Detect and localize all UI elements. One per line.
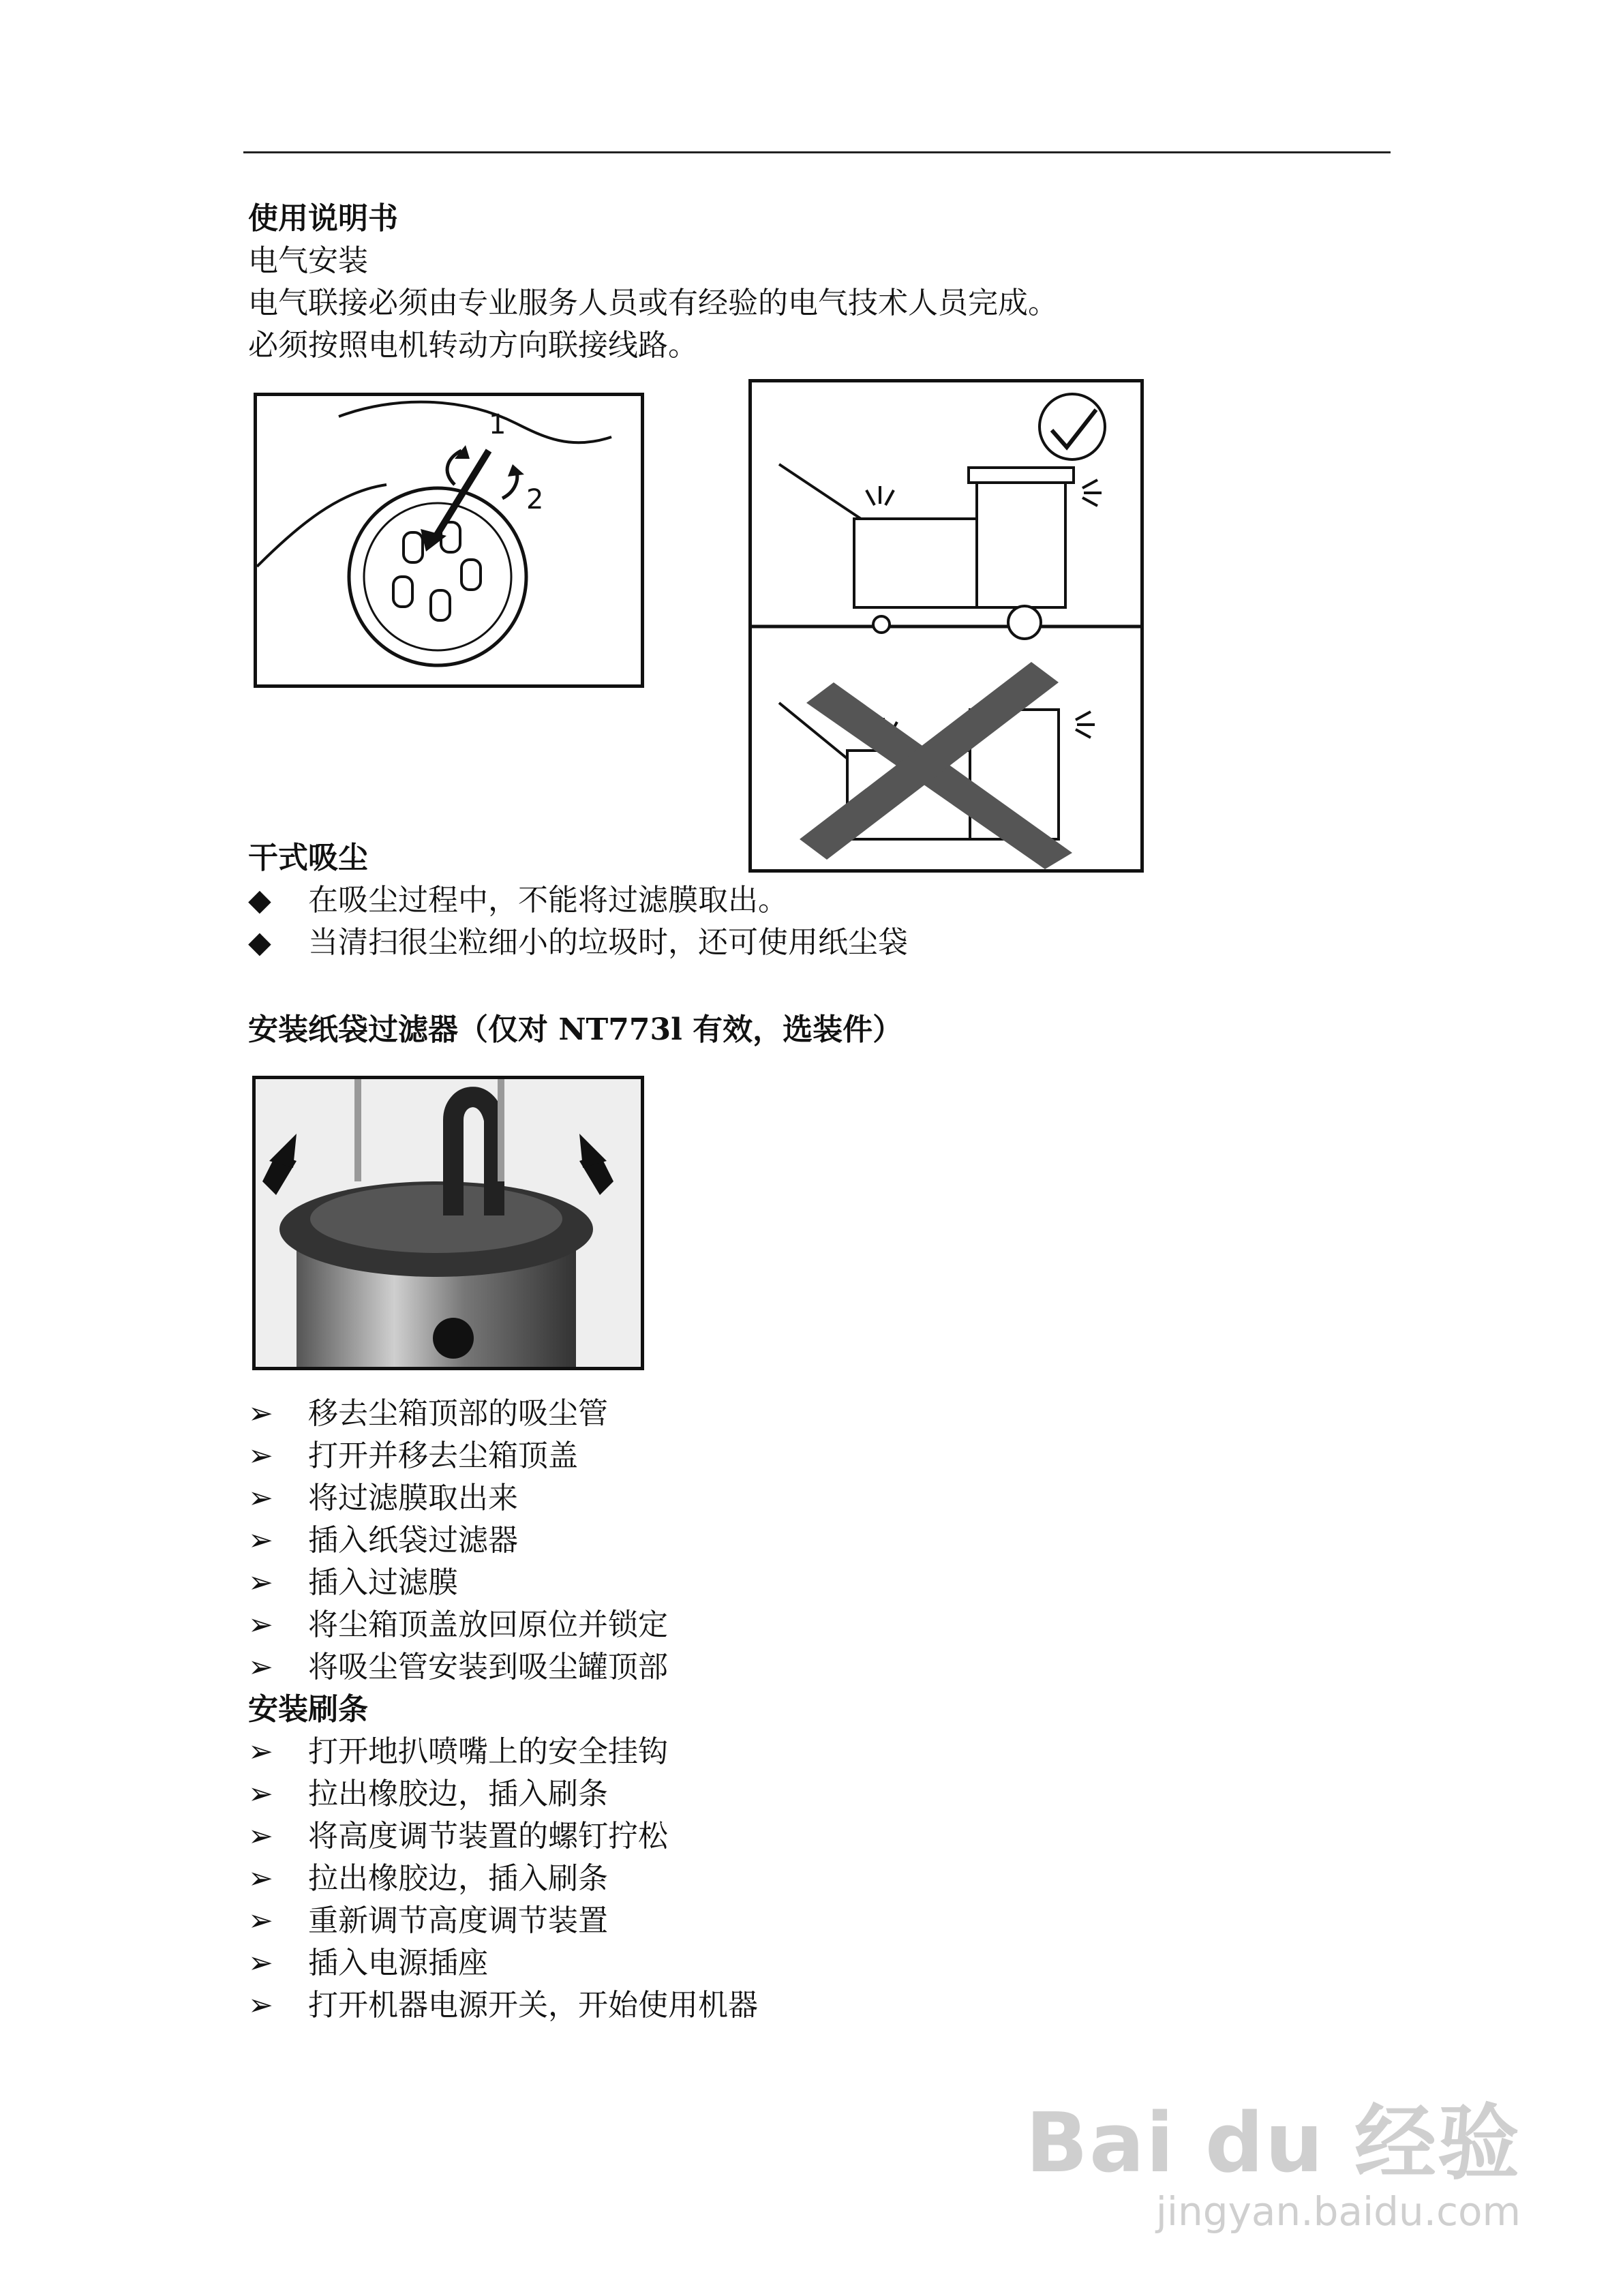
- list-item: ➢ 将高度调节装置的螺钉拧松: [248, 1815, 668, 1858]
- arrow-bullet-icon: ➢: [248, 1988, 273, 2023]
- arrow-bullet-icon: ➢: [248, 1607, 273, 1642]
- list-item: ◆ 在吸尘过程中，不能将过滤膜取出。: [248, 879, 788, 922]
- section-title: 电气安装: [248, 243, 368, 278]
- section-title: 安装纸袋过滤器（仅对 NT773l 有效，选装件）: [248, 1012, 903, 1047]
- figure-vacuum-lid: [252, 1076, 644, 1370]
- arrow-bullet-icon: ➢: [248, 1438, 273, 1473]
- list-item: ➢ 将尘箱顶盖放回原位并锁定: [248, 1604, 668, 1646]
- arrow-bullet-icon: ➢: [248, 1861, 273, 1896]
- list-item: ➢ 打开地扒喷嘴上的安全挂钩: [248, 1731, 668, 1773]
- list-item: ➢ 将过滤膜取出来: [248, 1477, 518, 1520]
- check-icon: [1040, 394, 1105, 459]
- figure-positioning: [748, 379, 1144, 873]
- list-item: ➢ 插入纸袋过滤器: [248, 1520, 518, 1562]
- section-title: 干式吸尘: [248, 841, 368, 875]
- arrow-bullet-icon: ➢: [248, 1777, 273, 1811]
- list-item: ➢ 移去尘箱顶部的吸尘管: [248, 1393, 608, 1435]
- figure-plug-wiring: [254, 393, 644, 688]
- list-item: ➢ 打开并移去尘箱顶盖: [248, 1435, 578, 1477]
- header-rule: [243, 151, 1391, 153]
- baidu-logo: Bai du 经验: [1025, 2096, 1521, 2191]
- arrow-bullet-icon: ➢: [248, 1903, 273, 1938]
- doc-title: 使用说明书: [248, 201, 398, 236]
- baidu-watermark: [1026, 2078, 1521, 2235]
- arrow-bullet-icon: ➢: [248, 1481, 273, 1515]
- paragraph-line: 电气联接必须由专业服务人员或有经验的电气技术人员完成。: [248, 286, 1058, 320]
- watermark-url: jingyan.baidu.com: [1155, 2188, 1521, 2235]
- section-title: 安装刷条: [248, 1692, 368, 1727]
- arrow-bullet-icon: ➢: [248, 1650, 273, 1685]
- list-item: ➢ 插入电源插座: [248, 1942, 488, 1984]
- diamond-bullet-icon: ◆: [248, 883, 271, 918]
- list-item: ➢ 插入过滤膜: [248, 1562, 458, 1604]
- list-item: ➢ 打开机器电源开关，开始使用机器: [248, 1984, 758, 2027]
- diamond-bullet-icon: ◆: [248, 925, 271, 960]
- list-item: ➢ 拉出橡胶边，插入刷条: [248, 1858, 608, 1900]
- list-item: ◆ 当清扫很尘粒细小的垃圾时，还可使用纸尘袋: [248, 922, 908, 964]
- correct-setup-illustration: [779, 394, 1105, 639]
- paragraph-line: 必须按照电机转动方向联接线路。: [248, 328, 698, 363]
- list-item: ➢ 将吸尘管安装到吸尘罐顶部: [248, 1646, 668, 1689]
- arrow-bullet-icon: ➢: [248, 1734, 273, 1769]
- list-item: ➢ 拉出橡胶边，插入刷条: [248, 1773, 608, 1815]
- arrow-bullet-icon: ➢: [248, 1946, 273, 1980]
- incorrect-setup-illustration: [779, 662, 1095, 869]
- arrow-bullet-icon: ➢: [248, 1523, 273, 1558]
- figure-label-1: 1: [489, 409, 506, 440]
- figure-label-2: 2: [526, 484, 544, 515]
- list-item: ➢ 重新调节高度调节装置: [248, 1900, 608, 1942]
- arrow-bullet-icon: ➢: [248, 1396, 273, 1431]
- arrow-bullet-icon: ➢: [248, 1565, 273, 1600]
- arrow-bullet-icon: ➢: [248, 1819, 273, 1854]
